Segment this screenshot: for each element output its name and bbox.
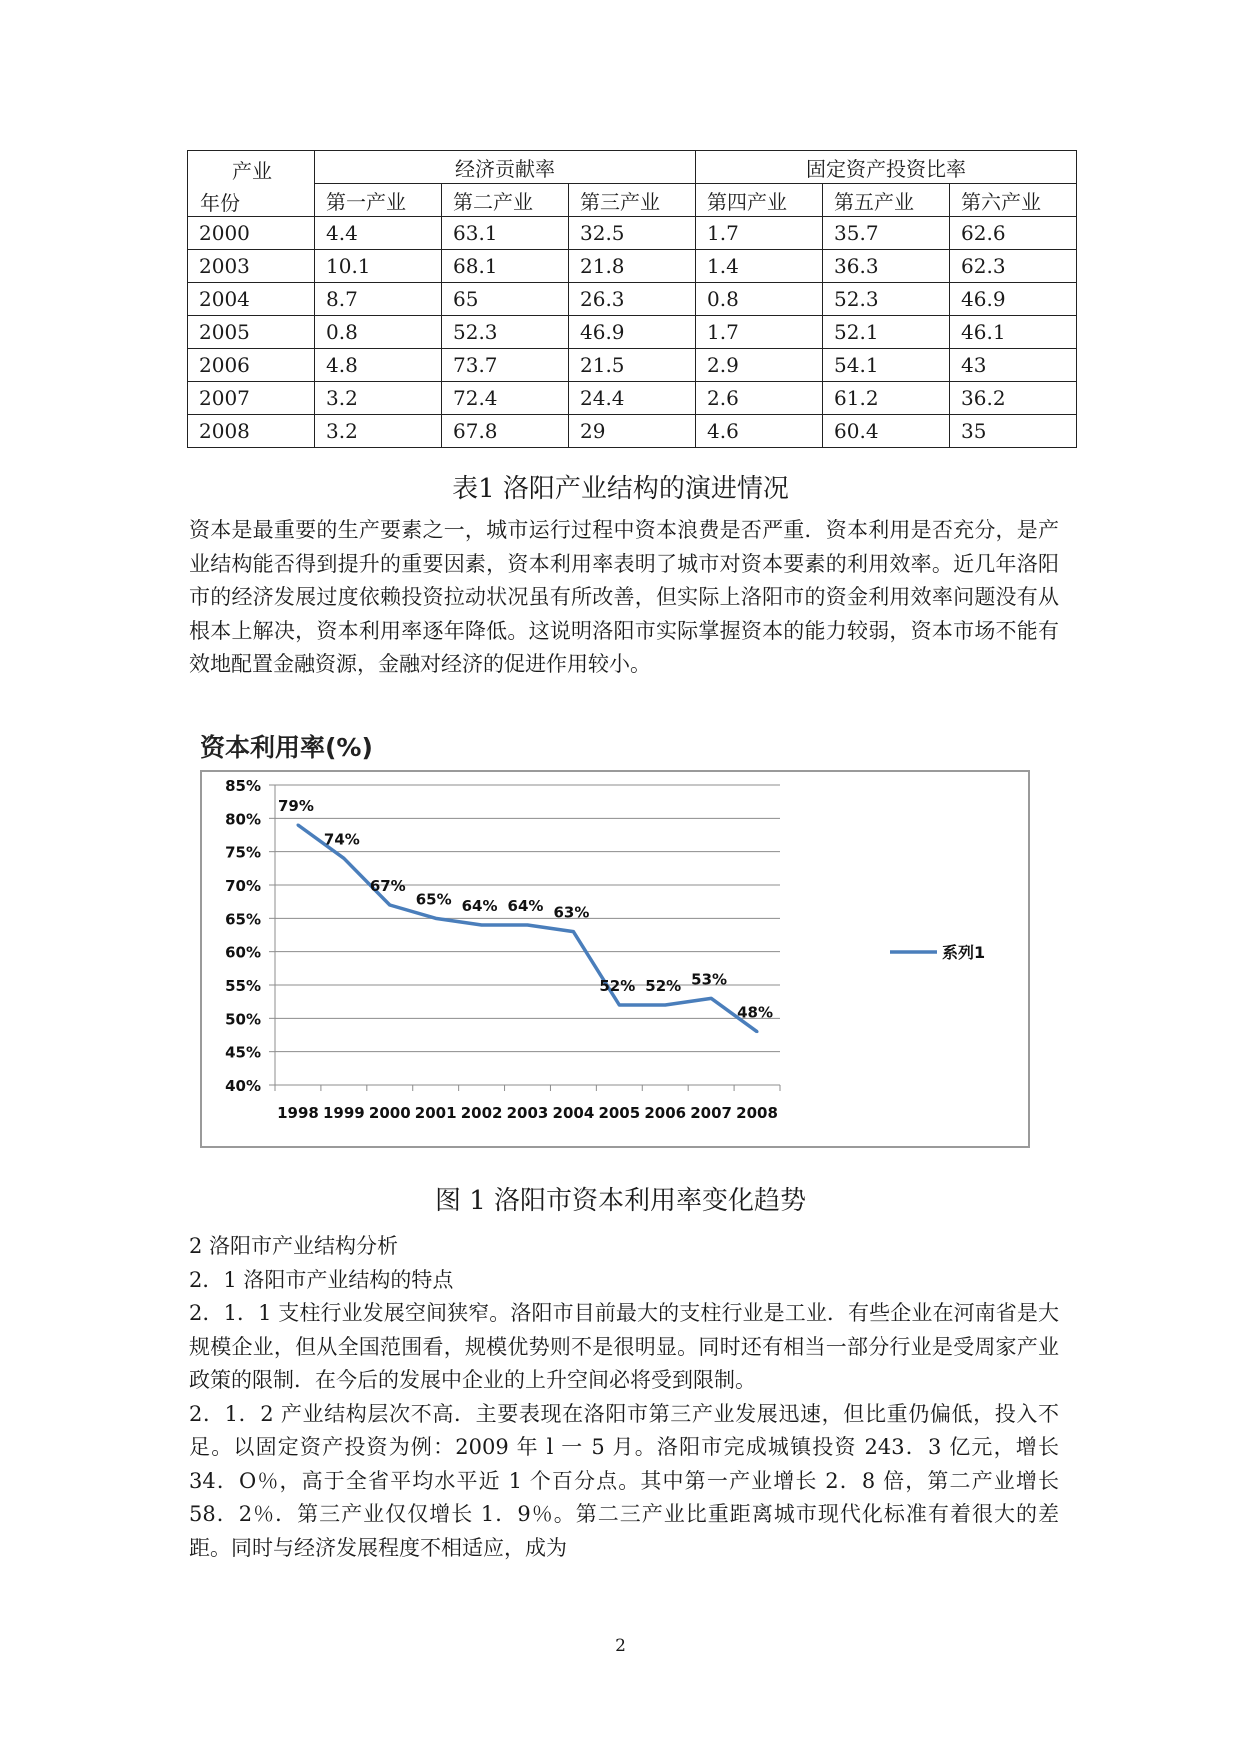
subsection-heading: 2．1 洛阳市产业结构的特点 (189, 1267, 454, 1292)
industry-structure-table (187, 150, 1077, 448)
y-tick-label: 55% (225, 977, 261, 995)
data-point (710, 997, 713, 1000)
year-cell: 2007 (188, 382, 315, 415)
table-row (188, 250, 1077, 283)
value-cell: 1.7 (696, 316, 823, 349)
data-label: 52% (599, 977, 636, 995)
value-cell: 4.6 (696, 415, 823, 448)
data-label: 64% (461, 897, 498, 915)
value-cell: 2.6 (696, 382, 823, 415)
legend-label: 系列1 (942, 943, 986, 962)
column-header: 第二产业 (442, 184, 569, 217)
data-point (756, 1030, 759, 1033)
value-cell: 46.9 (569, 316, 696, 349)
value-cell: 36.2 (950, 382, 1077, 415)
value-cell: 4.4 (315, 217, 442, 250)
year-cell: 2005 (188, 316, 315, 349)
table-row (188, 349, 1077, 382)
data-label: 74% (323, 830, 360, 849)
y-tick-label: 40% (225, 1077, 261, 1095)
paragraph-text: 资本是最重要的生产要素之一，城市运行过程中资本浪费是否严重．资本利用是否充分，是产业结构能否得到提升的重要因素，资本利用率表明了城市对资本要素的利用效率。近几年洛阳市的经济发展过度依赖投资拉动状况虽有所改善，但实际上洛阳市的资金利用效率问题没有从根本上解决，资本利用率逐年降低。这说明洛阳市实际掌握资本的能力较弱，资本市场不能有效地配置金融资源，金融对经济的促进作用较小。 (189, 518, 1059, 676)
value-cell: 24.4 (569, 382, 696, 415)
data-point (342, 857, 345, 860)
value-cell: 60.4 (823, 415, 950, 448)
value-cell: 73.7 (442, 349, 569, 382)
table-row (188, 382, 1077, 415)
data-label: 64% (507, 897, 544, 915)
x-tick-label: 1999 (322, 1104, 365, 1122)
value-cell: 1.4 (696, 250, 823, 283)
value-cell: 72.4 (442, 382, 569, 415)
data-point (664, 1004, 667, 1007)
value-cell: 35 (950, 415, 1077, 448)
table-row (188, 415, 1077, 448)
column-header: 第六产业 (950, 184, 1077, 217)
industry-header: 产业 (232, 159, 272, 183)
value-cell: 52.1 (823, 316, 950, 349)
chart-frame (201, 771, 1029, 1147)
y-tick-label: 70% (225, 877, 261, 895)
fixed-investment-header: 固定资产投资比率 (696, 151, 1077, 184)
data-point (526, 924, 529, 927)
value-cell: 46.9 (950, 283, 1077, 316)
x-tick-label: 2007 (690, 1104, 733, 1122)
column-header: 第四产业 (696, 184, 823, 217)
x-tick-label: 2005 (598, 1104, 641, 1122)
x-tick-label: 2000 (368, 1104, 411, 1122)
y-tick-label: 45% (225, 1043, 261, 1062)
value-cell: 54.1 (823, 349, 950, 382)
table-body (188, 217, 1077, 448)
value-cell: 0.8 (315, 316, 442, 349)
data-label: 48% (737, 1003, 773, 1022)
x-tick-label: 2001 (414, 1104, 457, 1122)
data-label: 67% (369, 877, 406, 895)
paragraph-structure-level: 2．1．2 产业结构层次不高．主要表现在洛阳市第三产业发展迅速，但比重仍偏低，投入不足。以固定资产投资为例：2009 年 l 一 5 月。洛阳市完成城镇投资 243．3 亿元，增长 34．O％，高于全省平均水平近 1 个百分点。其中第一产业增长 2．8 倍，第二产业增长 58．2％．第三产业仅仅增长 1．9％。第二三产业比重距离城市现代化标准有着很大的差距。同时与经济发展程度不相适应，成为 (189, 1401, 1059, 1560)
section-text (189, 1230, 1059, 1565)
paragraph-pillar-industry: 2．1．1 支柱行业发展空间狭窄。洛阳市目前最大的支柱行业是工业．有些企业在河南省是大规模企业，但从全国范围看，规模优势则不是很明显。同时还有相当一部分行业是受周家产业政策的限制．在今后的发展中企业的上升空间必将受到限制。 (189, 1301, 1059, 1392)
column-header: 第三产业 (569, 184, 696, 217)
value-cell: 1.7 (696, 217, 823, 250)
x-tick-label: 2008 (736, 1104, 778, 1122)
y-tick-label: 75% (225, 843, 261, 862)
value-cell: 61.2 (823, 382, 950, 415)
value-cell: 21.5 (569, 349, 696, 382)
section-heading: 2 洛阳市产业结构分析 (189, 1234, 399, 1258)
data-label: 65% (415, 890, 452, 909)
x-tick-label: 2002 (460, 1104, 503, 1122)
column-header: 第一产业 (315, 184, 442, 217)
value-cell: 29 (569, 415, 696, 448)
data-point (480, 924, 483, 927)
value-cell: 8.7 (315, 283, 442, 316)
year-cell: 2006 (188, 349, 315, 382)
value-cell: 63.1 (442, 217, 569, 250)
value-cell: 68.1 (442, 250, 569, 283)
value-cell: 67.8 (442, 415, 569, 448)
value-cell: 65 (442, 283, 569, 316)
y-tick-label: 80% (225, 810, 261, 829)
value-cell: 4.8 (315, 349, 442, 382)
table-corner-header (188, 151, 315, 217)
value-cell: 10.1 (315, 250, 442, 283)
chart-title: 资本利用率(%) (200, 733, 373, 762)
x-tick-label: 1998 (277, 1104, 319, 1122)
data-label: 53% (691, 970, 728, 989)
value-cell: 21.8 (569, 250, 696, 283)
table-caption: 表1 洛阳产业结构的演进情况 (452, 474, 789, 504)
data-label: 52% (645, 977, 682, 995)
value-cell: 35.7 (823, 217, 950, 250)
data-label: 79% (278, 797, 314, 815)
value-cell: 52.3 (823, 283, 950, 316)
data-point (618, 1004, 621, 1007)
page-number: 2 (615, 1636, 626, 1656)
column-header: 第五产业 (823, 184, 950, 217)
paragraph-capital (189, 514, 1059, 682)
year-cell: 2000 (188, 217, 315, 250)
y-tick-label: 50% (225, 1010, 261, 1029)
x-tick-label: 2003 (506, 1104, 549, 1122)
year-cell: 2003 (188, 250, 315, 283)
data-point (572, 930, 575, 933)
year-cell: 2004 (188, 283, 315, 316)
value-cell: 3.2 (315, 415, 442, 448)
value-cell: 62.3 (950, 250, 1077, 283)
value-cell: 62.6 (950, 217, 1077, 250)
data-point (388, 904, 391, 907)
year-header: 年份 (200, 191, 240, 215)
data-point (434, 917, 437, 920)
value-cell: 0.8 (696, 283, 823, 316)
figure-caption: 图 1 洛阳市资本利用率变化趋势 (434, 1186, 807, 1216)
value-cell: 32.5 (569, 217, 696, 250)
value-cell: 46.1 (950, 316, 1077, 349)
table-row (188, 316, 1077, 349)
capital-utilization-chart (200, 770, 1030, 1150)
value-cell: 36.3 (823, 250, 950, 283)
y-tick-label: 60% (225, 943, 261, 962)
value-cell: 52.3 (442, 316, 569, 349)
y-tick-label: 85% (225, 777, 261, 795)
data-label: 63% (553, 903, 590, 922)
y-tick-label: 65% (225, 910, 261, 929)
value-cell: 26.3 (569, 283, 696, 316)
value-cell: 3.2 (315, 382, 442, 415)
value-cell: 43 (950, 349, 1077, 382)
x-tick-label: 2004 (552, 1104, 595, 1122)
economic-contribution-header: 经济贡献率 (315, 151, 696, 184)
x-tick-label: 2006 (644, 1104, 687, 1122)
table-row (188, 217, 1077, 250)
table-row (188, 283, 1077, 316)
year-cell: 2008 (188, 415, 315, 448)
value-cell: 2.9 (696, 349, 823, 382)
data-point (296, 824, 299, 827)
